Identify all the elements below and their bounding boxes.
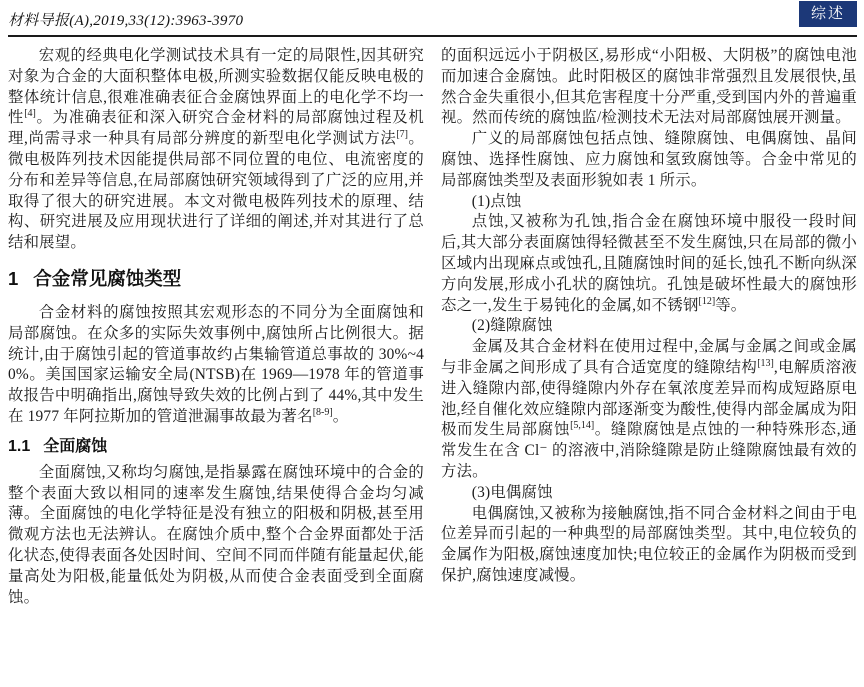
left-column (8, 46, 424, 608)
paragraph: 的面积远远小于阴极区,易形成“小阳极、大阴极”的腐蚀电池而加速合金腐蚀。此时阳极区的腐蚀非常强烈且发展很快,虽然合金失重很小,但其危害程度十分严重,受到国内外的普遍重视。然而传统的腐蚀监/检测技术无法对局部腐蚀展开测量。 (441, 47, 857, 127)
citation-ref: [4] (24, 108, 36, 120)
citation-ref: [5,14] (570, 420, 595, 432)
paragraph: (2)缝隙腐蚀 (471, 317, 553, 335)
journal-reference: 材料导报(A),2019,33(12):3963-3970 (8, 13, 244, 29)
paragraph: (1)点蚀 (471, 192, 522, 210)
citation-ref: [8-9] (312, 406, 333, 418)
subsection-heading (8, 436, 424, 457)
citation-ref: [12] (698, 295, 716, 307)
section-heading (8, 267, 424, 291)
paragraph: 全面腐蚀,又称均匀腐蚀,是指暴露在腐蚀环境中的合金的整个表面大致以相同的速率发生腐蚀,结果使得合金均匀减薄。全面腐蚀的电化学特征是没有独立的阳极和阴极,甚至用微观方法也无法辨认。在腐蚀介质中,整个合金界面都处于活化状态,使得表面各处因时间、空间不同而伴随有能量起伏,能量高处为阳极,能量低处为阴极,从而使合金表面受到全面腐蚀。 (8, 463, 424, 606)
heading-text: 合金常见腐蚀类型 (33, 267, 182, 289)
heading-number: 1.1 (8, 437, 31, 455)
article-body (0, 37, 864, 608)
paragraph: 广义的局部腐蚀包括点蚀、缝隙腐蚀、电偶腐蚀、晶间腐蚀、选择性腐蚀、应力腐蚀和氢致腐蚀等。合金中常见的局部腐蚀类型及表面形貌如表 1 所示。 (441, 130, 857, 189)
paragraph: (3)电偶腐蚀 (471, 483, 553, 501)
citation-ref: [13] (757, 357, 774, 369)
paragraph: 宏观的经典电化学测试技术具有一定的局限性,因其研究对象为合金的大面积整体电极,所测实验数据仅能反映电极的整体统计信息,很难准确表征合金腐蚀界面上的电化学不均一性[4]。为准确表征和深入研究合金材料的局部腐蚀过程及机理,尚需寻求一种具有局部分辨度的新型电化学测试方法[7]。微电极阵列技术因能提供局部不同位置的电位、电流密度的分布和差异等信息,在局部腐蚀研究领域得到了广泛的应用,并取得了很大的研究进展。本文对微电极阵列技术的原理、结构、研究进展及应用现状进行了详细的阐述,并对其进行了总结和展望。 (8, 47, 424, 252)
paragraph: 合金材料的腐蚀按照其宏观形态的不同分为全面腐蚀和局部腐蚀。在众多的实际失效事例中,腐蚀所占比例很大。据统计,由于腐蚀引起的管道事故约占集输管道总事故的 30%~40%。美国国家运输安全局(NTSB)在 1969—1978 年的管道事故报告中明确指出,腐蚀导致失效的比例占到了 44%,其中发生在 1977 年阿拉斯加的管道泄漏事故最为著名[8-9]。 (8, 303, 424, 425)
review-badge: 综述 (799, 1, 857, 27)
paragraph: 金属及其合金材料在使用过程中,金属与金属之间或金属与非金属之间形成了具有合适宽度的缝隙结构[13],电解质溶液进入缝隙内部,使得缝隙内外存在氧浓度差异而构成短路原电池,经自催化效应缝隙内部逐渐变为酸性,使得内部金属成为阳极而发生局部腐蚀[5,14]。缝隙腐蚀是点蚀的一种特殊形态,通常发生在含 Cl⁻ 的溶液中,消除缝隙是防止缝隙腐蚀最有效的方法。 (441, 338, 857, 480)
heading-number: 1 (8, 267, 19, 289)
heading-text: 全面腐蚀 (43, 437, 108, 455)
header (8, 0, 857, 37)
paragraph: 电偶腐蚀,又被称为接触腐蚀,指不同合金材料之间由于电位差异而引起的一种典型的局部腐蚀类型。其中,电位较负的金属作为阳极,腐蚀速度加快;电位较正的金属作为阴极而受到保护,腐蚀速度减慢。 (441, 504, 857, 584)
right-column (441, 46, 857, 608)
citation-ref: [7] (396, 129, 408, 141)
paragraph: 点蚀,又被称为孔蚀,指合金在腐蚀环境中服役一段时间后,其大部分表面腐蚀得轻微甚至不发生腐蚀,只在局部的微小区域内出现麻点或蚀孔,且随腐蚀时间的延长,蚀孔不断向纵深方向发展,形成小孔状的腐蚀坑。孔蚀是破坏性最大的腐蚀形态之一,发生于易钝化的金属,如不锈钢[12]等。 (441, 213, 857, 314)
